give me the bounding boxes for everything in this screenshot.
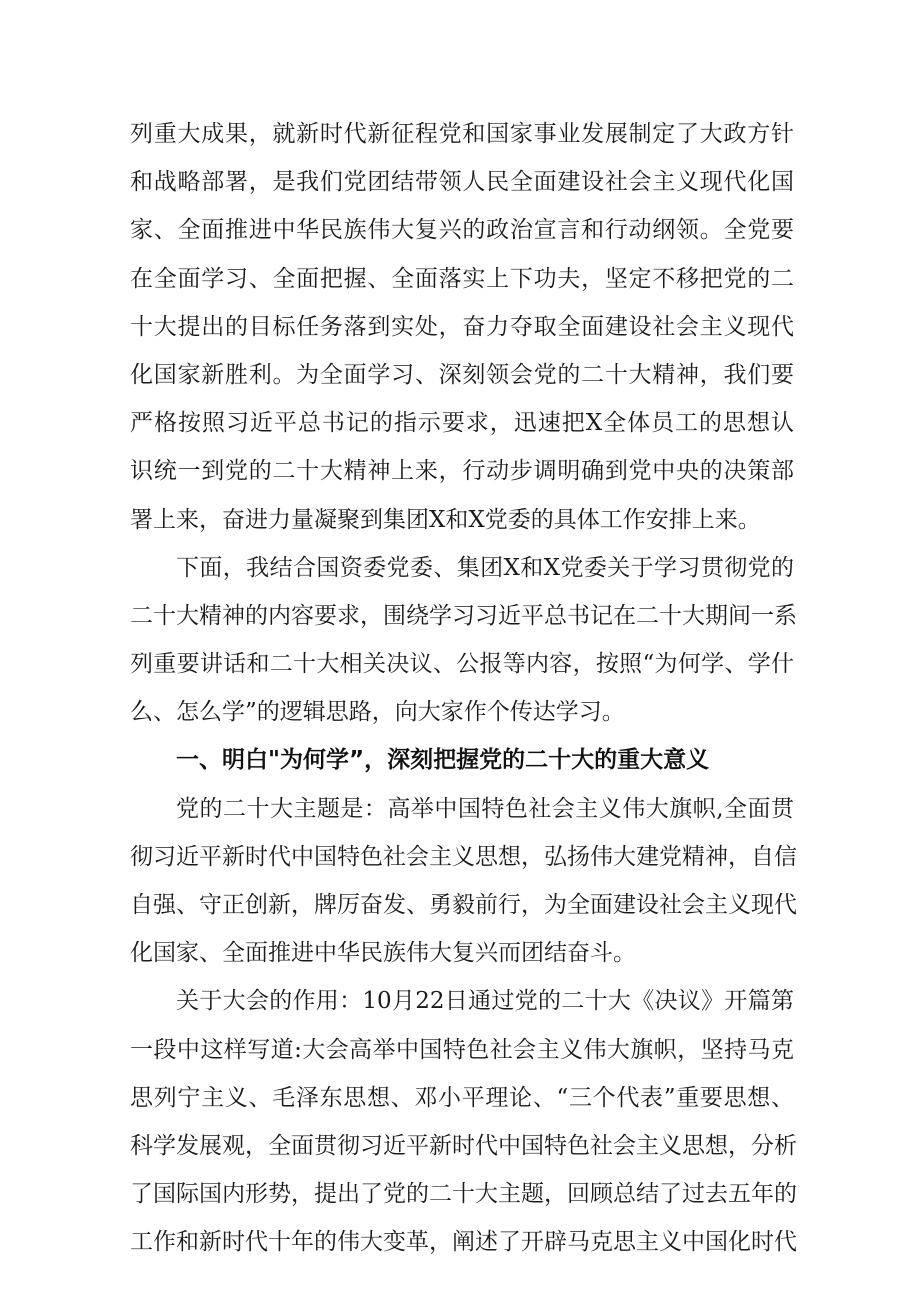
paragraph-line: 么、怎么学”的逻辑思路，向大家作个传达学习。 [130,699,625,726]
paragraph-line: 列重要讲话和二十大相关决议、公报等内容，按照“为何学、学什 [130,651,794,678]
paragraph-line: 在全面学习、全面把握、全面落实上下功夫，坚定不移把党的二 [130,265,794,292]
paragraph-line: 一段中这样写道:大会高举中国特色社会主义伟大旗帜，坚持马克 [130,1036,794,1063]
section-heading-1: 一、明白"为何学”，深刻把握党的二十大的重大意义 [176,747,710,774]
paragraph-line: 彻习近平新时代中国特色社会主义思想，弘扬伟大建党精神，自信 [130,843,797,870]
paragraph-line: 了国际国内形势，提出了党的二十大主题，回顾总结了过去五年的 [130,1181,797,1208]
paragraph-line: 科学发展观，全面贯彻习近平新时代中国特色社会主义思想，分析 [130,1132,797,1159]
paragraph-line: 识统一到党的二十大精神上来，行动步调明确到党中央的决策部 [130,458,794,485]
paragraph-line: 化国家新胜利。为全面学习、深刻领会党的二十大精神，我们要 [130,361,794,388]
paragraph-line: 化国家、全面推进中华民族伟大复兴而团结奋斗。 [130,940,636,967]
paragraph-1 [130,110,794,544]
paragraph-line: 关于大会的作用：10月22日通过党的二十大《决议》开篇第 [176,988,794,1015]
paragraph-line: 工作和新时代十年的伟大变革，阐述了开辟马克思主义中国化时代 [130,1229,797,1256]
paragraph-line: 思列宁主义、毛泽东思想、邓小平理论、“三个代表”重要思想、 [130,1084,794,1111]
paragraph-line: 党的二十大主题是：高举中国特色社会主义伟大旗帜,全面贯 [176,795,794,822]
paragraph-3 [130,785,797,978]
paragraph-4 [130,977,797,1266]
paragraph-line: 下面，我结合国资委党委、集团X和X党委关于学习贯彻党的 [176,554,794,581]
paragraph-line: 自强、守正创新，牌厉奋发、勇毅前行，为全面建设社会主义现代 [130,892,797,918]
paragraph-line: 列重大成果，就新时代新征程党和国家事业发展制定了大政方针 [130,121,794,147]
paragraph-line: 十大提出的目标任务落到实处，奋力夺取全面建设社会主义现代 [130,313,794,340]
paragraph-2 [130,544,797,737]
document-body [130,110,797,1267]
paragraph-line: 二十大精神的内容要求，围绕学习习近平总书记在二十大期间一系 [130,602,797,629]
paragraph-line: 和战略部署，是我们党团结带领人民全面建设社会主义现代化国 [130,169,794,196]
paragraph-line: 家、全面推进中华民族伟大复兴的政治宣言和行动纲领。全党要 [130,217,794,244]
paragraph-line: 署上来，奋进力量凝聚到集团X和X党委的具体工作安排上来。 [130,506,761,533]
paragraph-line: 严格按照习近平总书记的指示要求，迅速把X全体员工的思想认 [130,410,794,437]
